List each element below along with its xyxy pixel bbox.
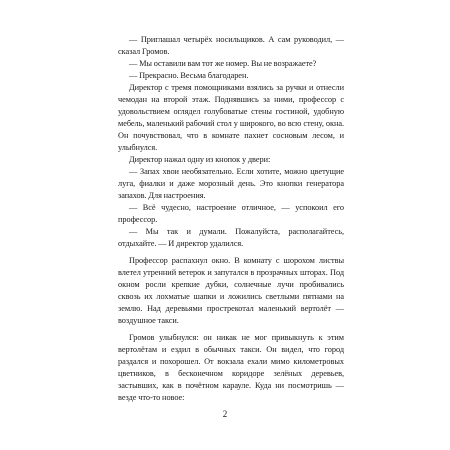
paragraph: — Прекрасно. Весьма благодарен. <box>129 71 249 80</box>
paragraph: — Запах хвои необязательно. Если хотите, можно цветущие луга, фиалки и даже морозный день. Это кнопки генератора запахов. Для настроения. <box>118 167 344 200</box>
paragraph: Громов улыбнулся: он никак не мог привыкнуть к этим вертолётам и ездил в обычных такси. Он видел, что город раздался и похорошел. От вокзала ехали мимо километровых цветников, в бесконечном коридоре зелёных деревьев, застывших, как в почётном карауле. Куда ни посмотришь — везде что-то новое: <box>118 333 344 402</box>
page-text <box>118 34 344 404</box>
paragraph: — Всё чудесно, настроение отличное, — успокоил его профессор. <box>118 203 344 224</box>
paragraph: Директор с тремя помощниками взялись за ручки и отнесли чемодан на второй этаж. Поднявшись за ними, профессор с удовольствием оглядел голубоватые стены гостиной, удобную мебель, маленький рабочий стол у широкого, во всю стену, окна. Он почувствовал, что в комнате пахнет сосновым лесом, и улыбнулся. <box>118 83 344 152</box>
paragraph: Профессор распахнул окно. В комнату с шорохом листвы влетел утренний ветерок и запутался в прозрачных шторах. Под окном росли крепкие дубки, солнечные лучи пробивались сквозь их лохматые шапки и ложились светлыми пятнами на землю. Над деревьями прострекотал маленький вертолёт — воздушное такси. <box>118 256 344 325</box>
paragraph: — Мы оставили вам тот же номер. Вы не возражаете? <box>129 59 317 68</box>
paragraph: — Приглашал четырёх носильщиков. А сам руководил, — сказал Громов. <box>118 35 344 56</box>
page-number: 2 <box>222 409 228 419</box>
paragraph: Директор нажал одну из кнопок у двери: <box>129 155 271 164</box>
paragraph: — Мы так и думали. Пожалуйста, располагайтесь, отдыхайте. — И директор удалился. <box>118 227 344 248</box>
